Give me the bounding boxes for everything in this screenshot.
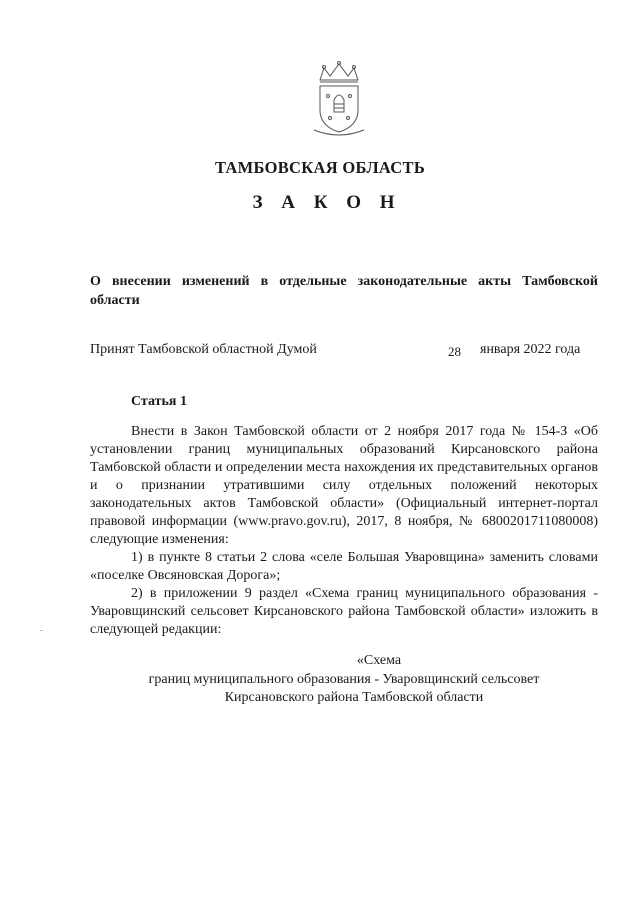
article-item-1: 1) в пункте 8 статьи 2 слова «селе Большая Уваровщина» заменить словами «поселке Овсяновская Дорога»; bbox=[90, 550, 598, 583]
adopted-by-text: Принят Тамбовской областной Думой bbox=[90, 342, 317, 357]
adoption-day: 28 bbox=[448, 344, 461, 359]
adoption-date: января 2022 года bbox=[480, 342, 581, 357]
coat-of-arms-emblem bbox=[306, 60, 372, 140]
scheme-title-line-3: Кирсановского района Тамбовской области bbox=[224, 690, 484, 705]
adoption-line bbox=[90, 342, 598, 362]
article-title: Статья 1 bbox=[131, 394, 187, 409]
article-intro-paragraph: Внести в Закон Тамбовской области от 2 ноября 2017 года № 154-З «Об установлении границ муниципальных образований Кирсановского района Тамбовской области и определении места нахождения их представительных органов и о признании утратившими силу отдельных положений некоторых законодательных актов Тамбовской области» (Официальный интернет-портал правовой информации (www.pravo.gov.ru), 2017, 8 ноября, № 6800201711080008) следующие изменения: bbox=[90, 424, 598, 547]
scan-speck bbox=[40, 630, 43, 631]
scheme-title-block bbox=[90, 652, 598, 708]
scheme-title-line-2: границ муниципального образования - Уваровщинский сельсовет bbox=[148, 671, 540, 687]
law-subject-title: О внесении изменений в отдельные законодательные акты Тамбовской области bbox=[90, 274, 598, 308]
region-heading: ТАМБОВСКАЯ ОБЛАСТЬ bbox=[214, 158, 426, 177]
scheme-title-line-1: «Схема bbox=[356, 653, 402, 668]
article-item-2: 2) в приложении 9 раздел «Схема границ муниципального образования - Уваровщинский сельсовет Кирсановского района Тамбовской области» изложить в следующей редакции: bbox=[90, 586, 598, 637]
document-type-heading: З А К О Н bbox=[252, 192, 402, 213]
article-body bbox=[90, 423, 598, 639]
